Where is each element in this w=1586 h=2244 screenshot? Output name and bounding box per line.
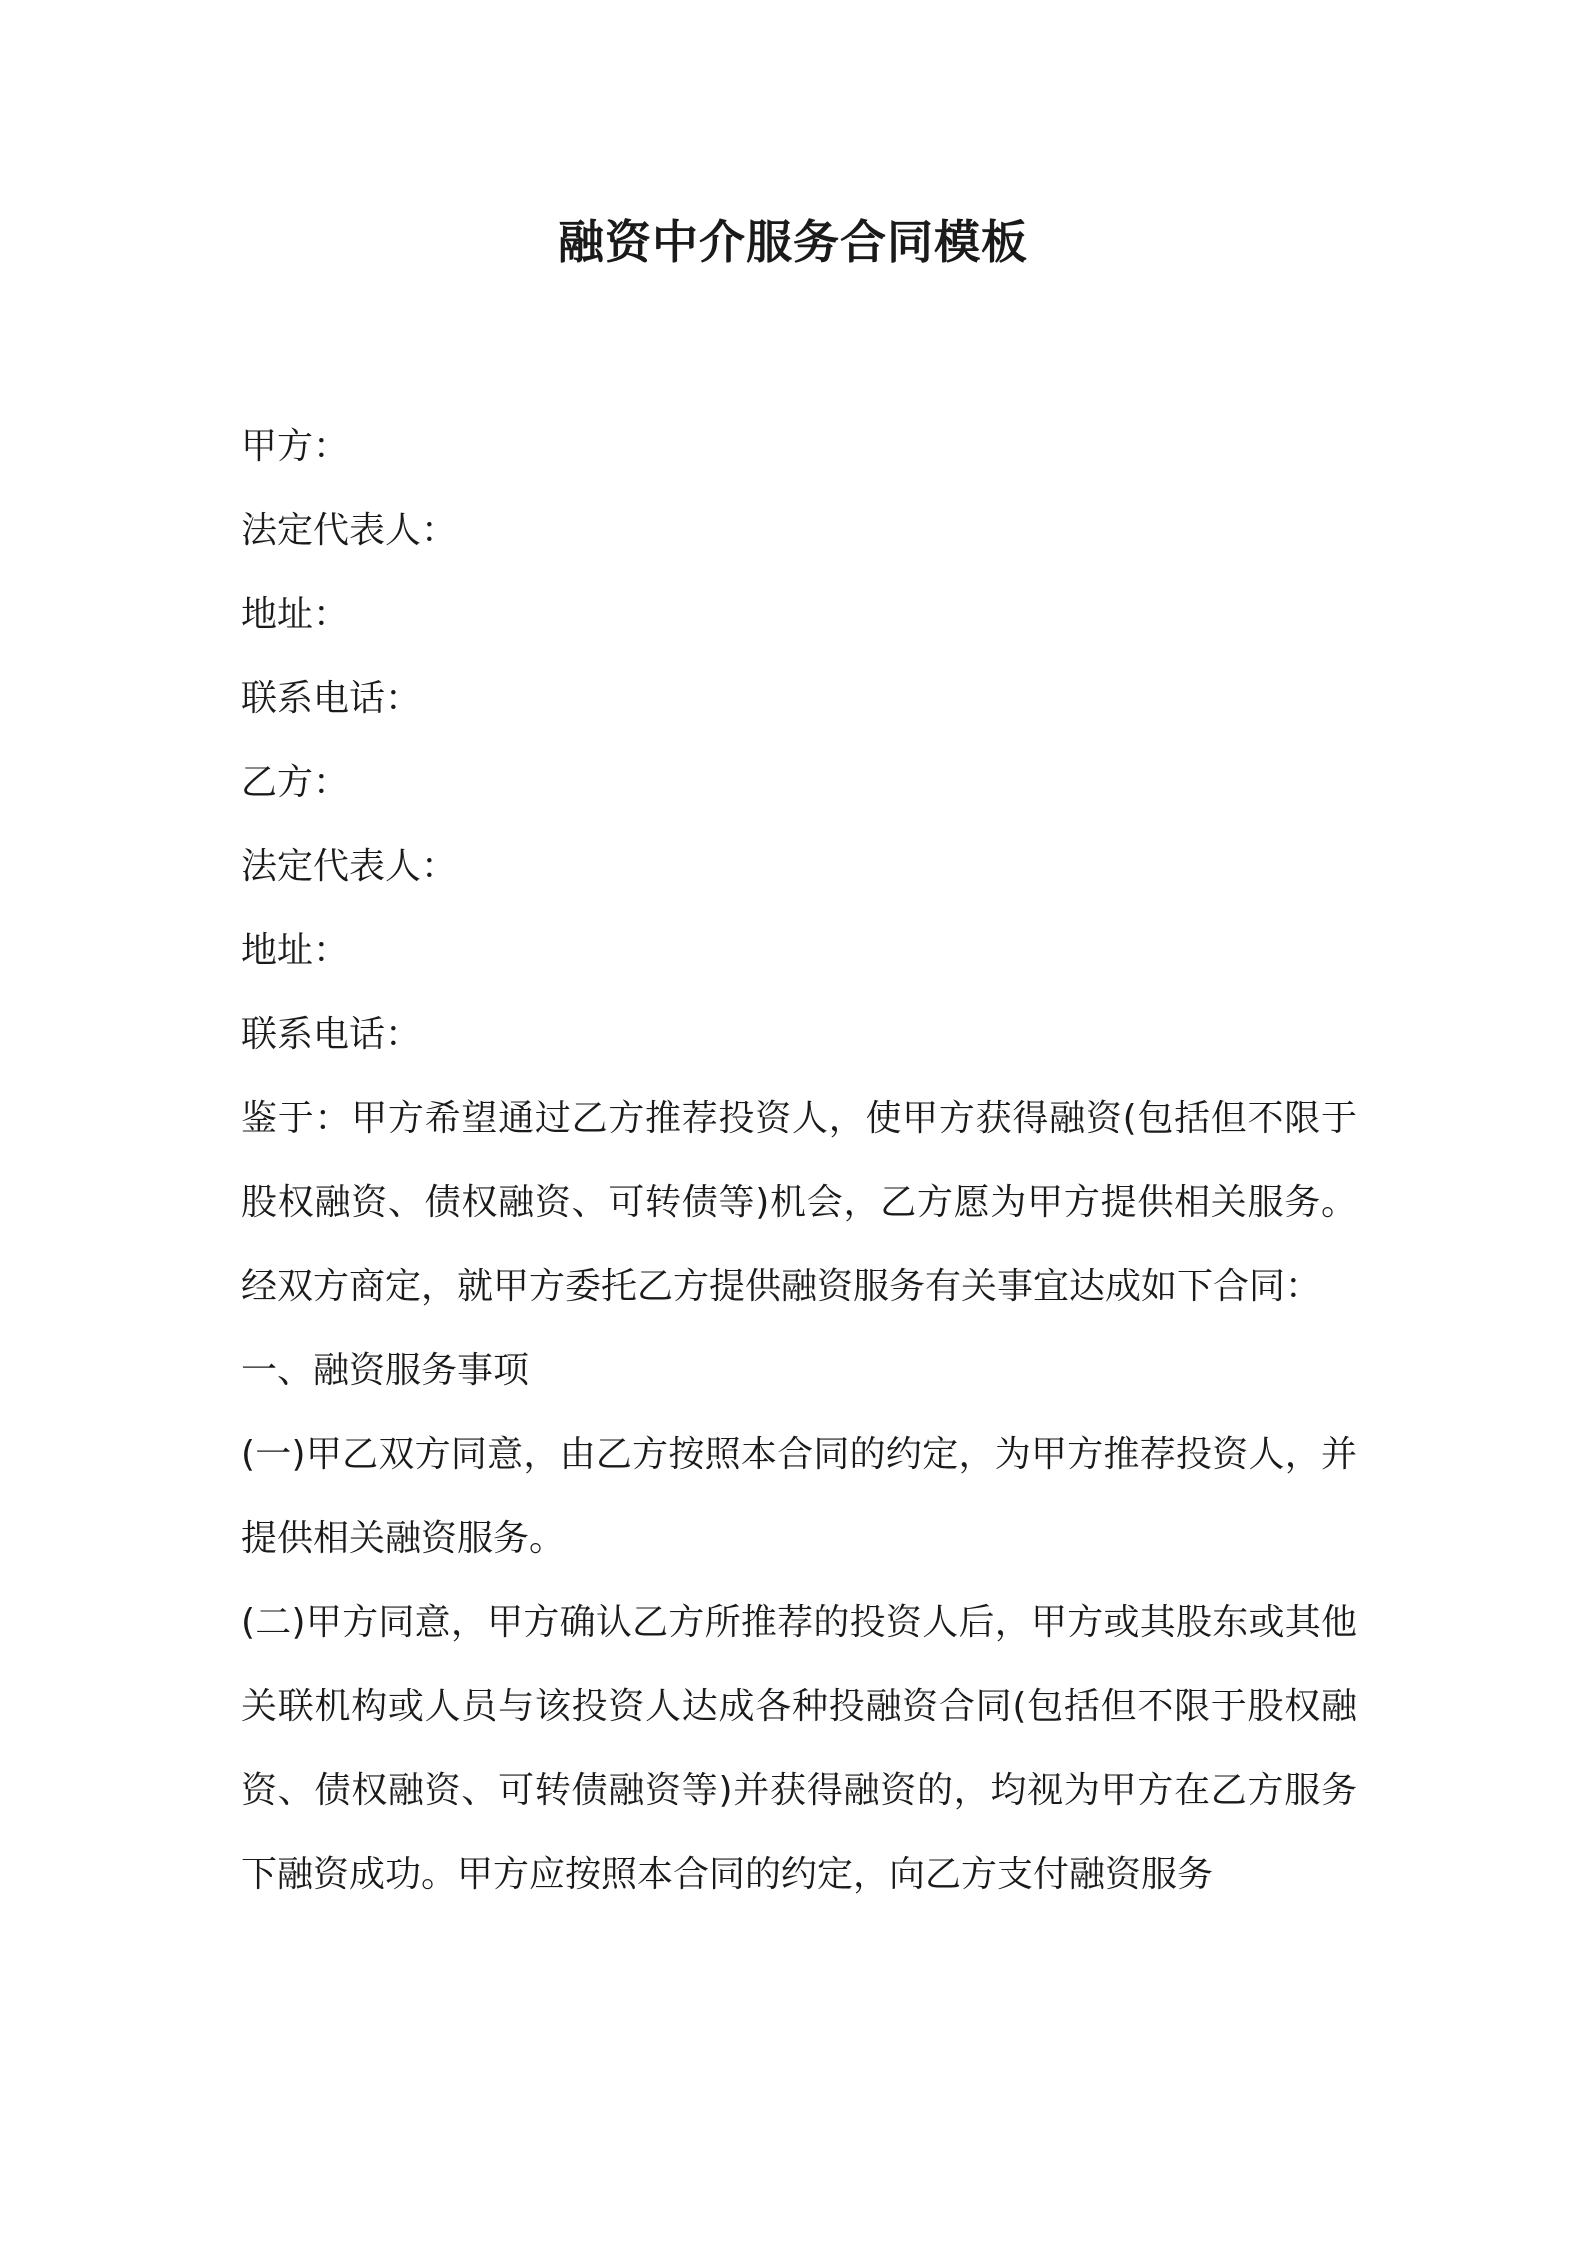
party-a-phone-label: 联系电话： — [241, 678, 422, 719]
document-body — [241, 405, 1357, 1917]
clause-2-paragraph: (二)甲方同意，甲方确认乙方所推荐的投资人后，甲方或其股东或其他关联机构或人员与该投资人达成各种投融资合同(包括但不限于股权融资、债权融资、可转债融资等)并获得融资的，均视为甲方在乙方服务下融资成功。甲方应按照本合同的约定，向乙方支付融资服务 — [241, 1602, 1357, 1895]
party-a-representative-label: 法定代表人： — [241, 510, 458, 551]
clause-1-paragraph: (一)甲乙双方同意，由乙方按照本合同的约定，为甲方推荐投资人，并提供相关融资服务。 — [241, 1434, 1357, 1559]
party-b-name-label: 乙方： — [241, 762, 350, 803]
preamble-paragraph: 鉴于：甲方希望通过乙方推荐投资人，使甲方获得融资(包括但不限于股权融资、债权融资、可转债等)机会，乙方愿为甲方提供相关服务。经双方商定，就甲方委托乙方提供融资服务有关事宜达成如下合同： — [241, 1098, 1357, 1307]
document-title: 融资中介服务合同模板 — [558, 215, 1028, 269]
party-a-address-label: 地址： — [241, 594, 350, 635]
party-b-representative-label: 法定代表人： — [241, 846, 458, 887]
party-a-name-label: 甲方： — [241, 426, 350, 467]
party-b-phone-label: 联系电话： — [241, 1014, 422, 1055]
party-b-address-label: 地址： — [241, 930, 350, 971]
section-1-heading: 一、融资服务事项 — [241, 1350, 530, 1391]
